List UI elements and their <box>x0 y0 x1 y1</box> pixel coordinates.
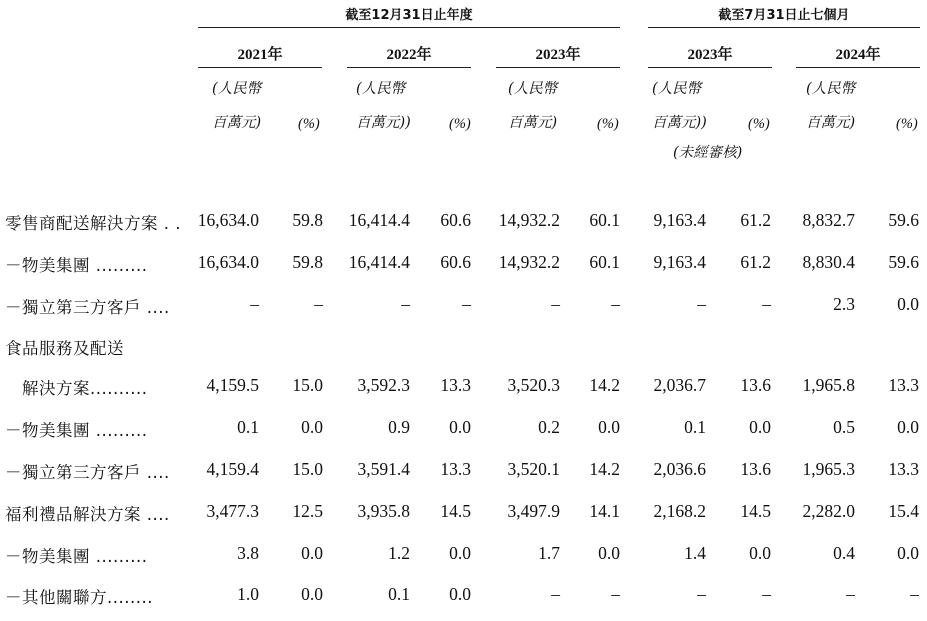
year-rule-2024 <box>796 67 920 68</box>
pct-header-2022: (%) <box>449 116 471 132</box>
percent-cell: 13.3 <box>440 459 471 479</box>
percent-cell: 60.1 <box>589 252 620 272</box>
percent-cell: 0.0 <box>598 417 620 437</box>
row-label: －獨立第三方客戶 .... <box>5 463 170 482</box>
percent-cell: 0.0 <box>897 543 919 563</box>
year-rule-2023-seven-months <box>648 67 772 68</box>
percent-cell: 13.3 <box>888 459 919 479</box>
percent-cell: – <box>611 294 620 314</box>
amount-cell: 3,520.3 <box>507 375 560 395</box>
percent-cell: 12.5 <box>292 501 323 521</box>
amount-cell: 1.0 <box>237 584 259 604</box>
percent-cell: 0.0 <box>749 417 771 437</box>
percent-cell: 15.0 <box>292 459 323 479</box>
amount-cell: 2,036.7 <box>653 375 706 395</box>
percent-cell: 14.1 <box>589 501 620 521</box>
amount-cell: 1.4 <box>684 543 706 563</box>
row-label: 零售商配送解決方案 . . <box>5 214 181 233</box>
pct-header-2021: (%) <box>298 116 320 132</box>
percent-cell: 13.6 <box>740 459 771 479</box>
amount-cell: – <box>846 584 855 604</box>
amount-cell: 16,414.4 <box>348 252 410 272</box>
percent-cell: 14.2 <box>589 459 620 479</box>
amount-cell: 0.1 <box>684 417 706 437</box>
percent-cell: 0.0 <box>897 417 919 437</box>
percent-cell: 61.2 <box>740 210 771 230</box>
amount-cell: 3,592.3 <box>357 375 410 395</box>
amount-cell: 16,414.4 <box>348 210 410 230</box>
percent-cell: – <box>762 584 771 604</box>
percent-cell: 0.0 <box>749 543 771 563</box>
unit-header-2023-seven-months: (人民幣 百萬元)) <box>652 81 707 131</box>
group-header-full-year: 截至12月31日止年度 <box>345 8 473 23</box>
group-rule-seven-months <box>648 27 920 28</box>
amount-cell: 1,965.8 <box>802 375 855 395</box>
percent-cell: 60.6 <box>440 252 471 272</box>
pct-header-2023-seven-months: (%) <box>748 116 770 132</box>
percent-cell: 0.0 <box>598 543 620 563</box>
row-label: 福利禮品解決方案 .... <box>5 505 170 524</box>
percent-cell: 0.0 <box>449 417 471 437</box>
unit-header-2021: (人民幣 百萬元) <box>212 81 262 131</box>
amount-cell: 16,634.0 <box>197 210 259 230</box>
unaudited-note: (未經審核) <box>673 145 743 161</box>
percent-cell: 13.3 <box>888 375 919 395</box>
amount-cell: 8,832.7 <box>802 210 855 230</box>
percent-cell: 0.0 <box>449 543 471 563</box>
amount-cell: 4,159.4 <box>206 459 259 479</box>
row-label: －物美集團 ......... <box>5 256 148 275</box>
amount-cell: 9,163.4 <box>653 210 706 230</box>
percent-cell: 60.1 <box>589 210 620 230</box>
percent-cell: 14.5 <box>440 501 471 521</box>
percent-cell: 0.0 <box>301 417 323 437</box>
year-rule-2022 <box>347 67 471 68</box>
unit-header-2023: (人民幣 百萬元) <box>508 81 558 131</box>
amount-cell: – <box>551 584 560 604</box>
year-header-2024: 2024年 <box>835 47 881 63</box>
percent-cell: 61.2 <box>740 252 771 272</box>
amount-cell: 0.9 <box>388 417 410 437</box>
percent-cell: – <box>611 584 620 604</box>
percent-cell: 14.2 <box>589 375 620 395</box>
amount-cell: 14,932.2 <box>498 252 560 272</box>
percent-cell: 0.0 <box>449 584 471 604</box>
percent-cell: 60.6 <box>440 210 471 230</box>
amount-cell: 3,520.1 <box>507 459 560 479</box>
percent-cell: 14.5 <box>740 501 771 521</box>
percent-cell: 0.0 <box>897 294 919 314</box>
percent-cell: 0.0 <box>301 543 323 563</box>
percent-cell: 15.0 <box>292 375 323 395</box>
group-rule-full-year <box>198 27 620 28</box>
unit-header-2024: (人民幣 百萬元) <box>806 81 856 131</box>
row-label: －其他關聯方........ <box>5 588 153 607</box>
amount-cell: 0.1 <box>388 584 410 604</box>
amount-cell: 0.1 <box>237 417 259 437</box>
percent-cell: – <box>910 584 919 604</box>
percent-cell: – <box>314 294 323 314</box>
year-header-2023-seven-months: 2023年 <box>687 47 733 63</box>
group-header-seven-months: 截至7月31日止七個月 <box>718 8 850 23</box>
percent-cell: 0.0 <box>301 584 323 604</box>
amount-cell: 0.5 <box>833 417 855 437</box>
percent-cell: 15.4 <box>888 501 919 521</box>
pct-header-2024: (%) <box>896 116 918 132</box>
amount-cell: – <box>697 584 706 604</box>
amount-cell: 1.2 <box>388 543 410 563</box>
percent-cell: 59.8 <box>292 210 323 230</box>
amount-cell: 1.7 <box>538 543 560 563</box>
row-label: 食品服務及配送 <box>5 339 124 358</box>
amount-cell: 2,168.2 <box>653 501 706 521</box>
amount-cell: 3.8 <box>237 543 259 563</box>
amount-cell: 3,497.9 <box>507 501 560 521</box>
year-header-2021: 2021年 <box>237 47 283 63</box>
amount-cell: 4,159.5 <box>206 375 259 395</box>
amount-cell: 3,591.4 <box>357 459 410 479</box>
year-rule-2023 <box>496 67 620 68</box>
amount-cell: – <box>250 294 259 314</box>
amount-cell: 0.2 <box>538 417 560 437</box>
unit-header-2022: (人民幣 百萬元)) <box>356 81 411 131</box>
percent-cell: 13.6 <box>740 375 771 395</box>
amount-cell: – <box>697 294 706 314</box>
row-label: －物美集團 ......... <box>5 421 148 440</box>
amount-cell: – <box>551 294 560 314</box>
row-label: －獨立第三方客戶 .... <box>5 298 170 317</box>
percent-cell: 59.6 <box>888 252 919 272</box>
amount-cell: – <box>401 294 410 314</box>
pct-header-2023: (%) <box>597 116 619 132</box>
percent-cell: 59.8 <box>292 252 323 272</box>
amount-cell: 14,932.2 <box>498 210 560 230</box>
year-rule-2021 <box>198 67 322 68</box>
row-label: 解決方案.......... <box>5 379 148 398</box>
row-label: －物美集團 ......... <box>5 547 148 566</box>
percent-cell: 13.3 <box>440 375 471 395</box>
percent-cell: 59.6 <box>888 210 919 230</box>
amount-cell: 2.3 <box>833 294 855 314</box>
amount-cell: 2,282.0 <box>802 501 855 521</box>
amount-cell: 3,935.8 <box>357 501 410 521</box>
year-header-2023: 2023年 <box>535 47 581 63</box>
percent-cell: – <box>762 294 771 314</box>
amount-cell: 1,965.3 <box>802 459 855 479</box>
amount-cell: 0.4 <box>833 543 855 563</box>
amount-cell: 9,163.4 <box>653 252 706 272</box>
percent-cell: – <box>462 294 471 314</box>
amount-cell: 3,477.3 <box>206 501 259 521</box>
amount-cell: 16,634.0 <box>197 252 259 272</box>
year-header-2022: 2022年 <box>386 47 432 63</box>
amount-cell: 2,036.6 <box>653 459 706 479</box>
amount-cell: 8,830.4 <box>802 252 855 272</box>
